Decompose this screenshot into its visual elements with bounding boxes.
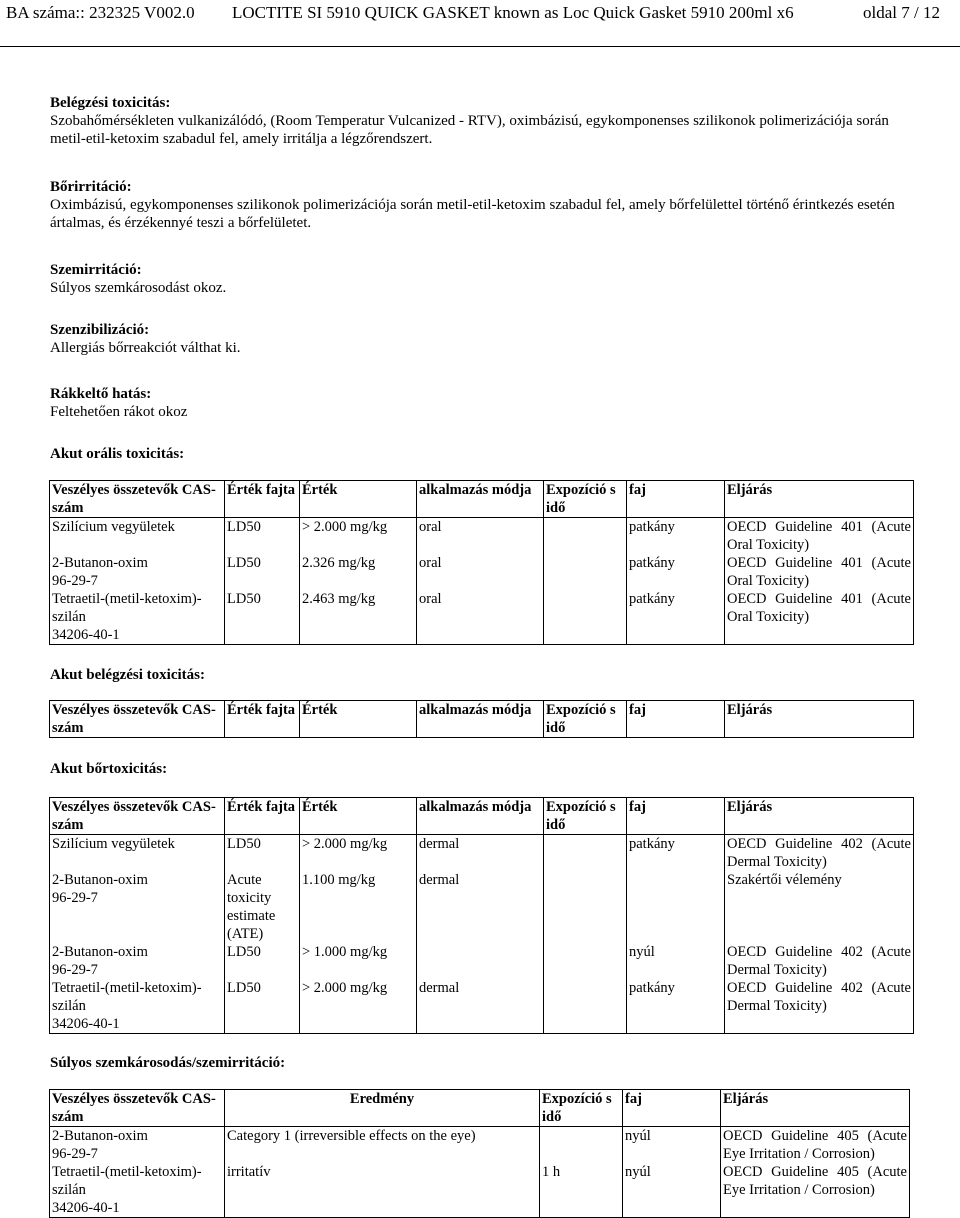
inhalation-toxicity-title: Akut belégzési toxicitás: — [50, 667, 205, 683]
header-method: Eljárás — [725, 701, 914, 738]
cell-value-type: Acute toxicity estimate (ATE) — [225, 871, 300, 943]
cell-method: OECD Guideline 401 (Acute Oral Toxicity) — [725, 554, 914, 590]
table-row — [50, 979, 914, 1034]
cell-value-type: LD50 — [225, 590, 300, 645]
table-row — [50, 1163, 910, 1218]
header-substance: Veszélyes összetevők CAS-szám — [50, 1090, 225, 1127]
header-row — [50, 1090, 910, 1127]
table-header — [50, 1090, 910, 1127]
cell-result: irritatív — [225, 1163, 540, 1218]
table-body — [50, 1127, 910, 1218]
eye-damage-title: Súlyos szemkárosodás/szemirritáció: — [50, 1055, 286, 1071]
header-method: Eljárás — [725, 481, 914, 518]
cell-substance: Tetraetil-(metil-ketoxim)-szilán 34206-40-1 — [50, 979, 225, 1034]
cell-species: nyúl — [623, 1163, 721, 1218]
cell-route: oral — [417, 518, 544, 555]
section-text: Súlyos szemkárosodást okoz. — [50, 280, 227, 296]
cell-value: 2.326 mg/kg — [300, 554, 417, 590]
header-substance: Veszélyes összetevők CAS-szám — [50, 798, 225, 835]
cell-exposure-time — [544, 871, 627, 943]
header-species: faj — [627, 798, 725, 835]
header-route: alkalmazás módja — [417, 798, 544, 835]
header-exposure-time: Expozíció s idő — [540, 1090, 623, 1127]
cell-species: patkány — [627, 979, 725, 1034]
cell-exposure-time — [540, 1127, 623, 1164]
cell-route: dermal — [417, 835, 544, 872]
section-text: Allergiás bőrreakciót válthat ki. — [50, 340, 241, 356]
skin-irritation-section — [50, 178, 910, 232]
header-species: faj — [627, 481, 725, 518]
cell-method: OECD Guideline 401 (Acute Oral Toxicity) — [725, 518, 914, 555]
table-row — [50, 943, 914, 979]
cell-species: nyúl — [623, 1127, 721, 1164]
cell-species: nyúl — [627, 943, 725, 979]
cell-route: oral — [417, 590, 544, 645]
cell-route — [417, 943, 544, 979]
cell-substance: Szilícium vegyületek — [50, 518, 225, 555]
header-substance: Veszélyes összetevők CAS-szám — [50, 481, 225, 518]
table-row — [50, 590, 914, 645]
sensitization-section — [50, 321, 910, 357]
header-route: alkalmazás módja — [417, 701, 544, 738]
cell-exposure-time — [544, 590, 627, 645]
page-number: oldal 7 / 12 — [863, 3, 940, 22]
cell-species: patkány — [627, 835, 725, 872]
cell-species: patkány — [627, 590, 725, 645]
section-title: Belégzési toxicitás: — [50, 95, 171, 111]
header-row — [50, 701, 914, 738]
cell-value-type: LD50 — [225, 943, 300, 979]
oral-toxicity-table — [49, 480, 914, 645]
header-exposure-time: Expozíció s idő — [544, 481, 627, 518]
section-text: Oximbázisú, egykomponenses szilikonok polimerizációja során metil-etil-ketoxim szabadul fel, amely bőrfelülettel történő érintkezés esetén ártalmas, és érzékennyé teszi a bőrfelületet. — [50, 197, 895, 231]
header-exposure-time: Expozíció s idő — [544, 798, 627, 835]
header-value: Érték — [300, 798, 417, 835]
table-row — [50, 554, 914, 590]
cell-exposure-time — [544, 835, 627, 872]
header-value: Érték — [300, 481, 417, 518]
cell-substance: Szilícium vegyületek — [50, 835, 225, 872]
header-value-type: Érték fajta — [225, 798, 300, 835]
header-route: alkalmazás módja — [417, 481, 544, 518]
carcinogenicity-section — [50, 385, 910, 421]
table-row — [50, 871, 914, 943]
cell-method: OECD Guideline 402 (Acute Dermal Toxicity) — [725, 835, 914, 872]
cell-value: > 1.000 mg/kg — [300, 943, 417, 979]
cell-method: Szakértői vélemény — [725, 871, 914, 943]
header-substance: Veszélyes összetevők CAS-szám — [50, 701, 225, 738]
oral-toxicity-title: Akut orális toxicitás: — [50, 446, 185, 462]
table-header — [50, 798, 914, 835]
header-species: faj — [623, 1090, 721, 1127]
header-method: Eljárás — [725, 798, 914, 835]
inhalation-toxicity-table — [49, 700, 914, 738]
cell-substance: 2-Butanon-oxim 96-29-7 — [50, 871, 225, 943]
table-row — [50, 1127, 910, 1164]
header-species: faj — [627, 701, 725, 738]
eye-damage-table — [49, 1089, 910, 1218]
cell-substance: Tetraetil-(metil-ketoxim)-szilán 34206-40-1 — [50, 590, 225, 645]
section-title: Bőrirritáció: — [50, 179, 132, 195]
cell-method: OECD Guideline 401 (Acute Oral Toxicity) — [725, 590, 914, 645]
section-title: Rákkeltő hatás: — [50, 386, 152, 402]
header-row — [50, 481, 914, 518]
section-text: Feltehetően rákot okoz — [50, 404, 188, 420]
cell-route: oral — [417, 554, 544, 590]
section-text: Szobahőmérsékleten vulkanizálódó, (Room Temperatur Vulcanized - RTV), oximbázisú, egykomponenses szilikonok polimerizációja során metil-etil-ketoxim szabadul fel, amely irritálja a légzőrendszert. — [50, 113, 889, 147]
header-value: Érték — [300, 701, 417, 738]
header-result: Eredmény — [225, 1090, 540, 1127]
dermal-toxicity-table — [49, 797, 914, 1034]
inhalation-section — [50, 94, 910, 148]
cell-method: OECD Guideline 405 (Acute Eye Irritation / Corrosion) — [721, 1127, 910, 1164]
cell-method: OECD Guideline 402 (Acute Dermal Toxicity) — [725, 943, 914, 979]
cell-value: > 2.000 mg/kg — [300, 979, 417, 1034]
cell-substance: 2-Butanon-oxim 96-29-7 — [50, 554, 225, 590]
header-rule — [0, 46, 960, 47]
eye-irritation-section — [50, 261, 910, 297]
section-title: Szenzibilizáció: — [50, 322, 150, 338]
cell-species: patkány — [627, 554, 725, 590]
cell-method: OECD Guideline 405 (Acute Eye Irritation / Corrosion) — [721, 1163, 910, 1218]
cell-substance: 2-Butanon-oxim 96-29-7 — [50, 943, 225, 979]
header-exposure-time: Expozíció s idő — [544, 701, 627, 738]
dermal-toxicity-title: Akut bőrtoxicitás: — [50, 761, 168, 777]
cell-substance: 2-Butanon-oxim 96-29-7 — [50, 1127, 225, 1164]
cell-value: > 2.000 mg/kg — [300, 518, 417, 555]
page-header — [0, 0, 960, 46]
cell-method: OECD Guideline 402 (Acute Dermal Toxicity) — [725, 979, 914, 1034]
cell-value-type: LD50 — [225, 835, 300, 872]
cell-substance: Tetraetil-(metil-ketoxim)-szilán 34206-40-1 — [50, 1163, 225, 1218]
cell-exposure-time — [544, 979, 627, 1034]
cell-value-type: LD50 — [225, 554, 300, 590]
header-method: Eljárás — [721, 1090, 910, 1127]
cell-route: dermal — [417, 871, 544, 943]
cell-result: Category 1 (irreversible effects on the eye) — [225, 1127, 540, 1164]
table-body — [50, 835, 914, 1034]
table-body — [50, 518, 914, 645]
table-row — [50, 835, 914, 872]
cell-species: patkány — [627, 518, 725, 555]
cell-exposure-time — [544, 943, 627, 979]
table-header — [50, 481, 914, 518]
cell-exposure-time — [544, 518, 627, 555]
cell-value-type: LD50 — [225, 518, 300, 555]
document-number: BA száma:: 232325 V002.0 — [6, 3, 195, 22]
cell-exposure-time: 1 h — [540, 1163, 623, 1218]
cell-value: 1.100 mg/kg — [300, 871, 417, 943]
table-row — [50, 518, 914, 555]
table-header — [50, 701, 914, 738]
cell-value: > 2.000 mg/kg — [300, 835, 417, 872]
cell-route: dermal — [417, 979, 544, 1034]
product-name: LOCTITE SI 5910 QUICK GASKET known as Loc Quick Gasket 5910 200ml x6 — [232, 3, 794, 22]
header-row — [50, 798, 914, 835]
header-value-type: Érték fajta — [225, 701, 300, 738]
cell-exposure-time — [544, 554, 627, 590]
cell-species — [627, 871, 725, 943]
cell-value-type: LD50 — [225, 979, 300, 1034]
cell-value: 2.463 mg/kg — [300, 590, 417, 645]
header-value-type: Érték fajta — [225, 481, 300, 518]
section-title: Szemirritáció: — [50, 262, 142, 278]
